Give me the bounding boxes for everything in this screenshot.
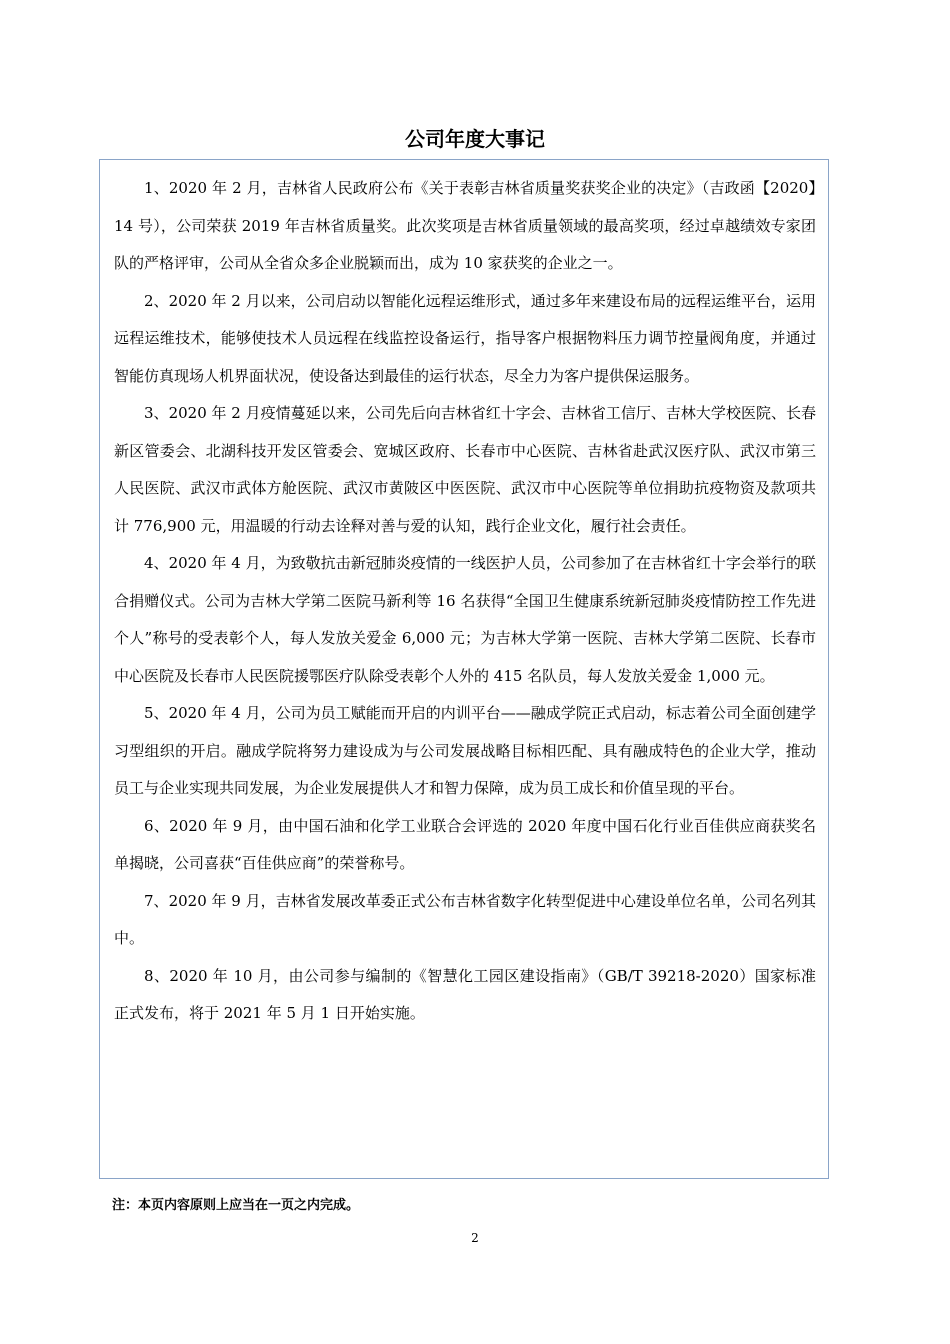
events-box (99, 159, 829, 1179)
event-item: 1、2020 年 2 月，吉林省人民政府公布《关于表彰吉林省质量奖获奖企业的决定》（吉政函【2020】14 号），公司荣获 2019 年吉林省质量奖。此次奖项是吉林省质量领域的最高奖项，经过卓越绩效专家团队的严格评审，公司从全省众多企业脱颖而出，成为 10 家获奖的企业之一。 (114, 179, 816, 272)
event-item: 8、2020 年 10 月，由公司参与编制的《智慧化工园区建设指南》（GB/T 39218-2020）国家标准正式发布，将于 2021 年 5 月 1 日开始实施。 (114, 966, 816, 1022)
footnote: 注：本页内容原则上应当在一页之内完成。 (112, 1198, 360, 1213)
event-item: 4、2020 年 4 月，为致敬抗击新冠肺炎疫情的一线医护人员，公司参加了在吉林省红十字会举行的联合捐赠仪式。公司为吉林大学第二医院马新利等 16 名获得“全国卫生健康系统新冠肺炎疫情防控工作先进个人”称号的受表彰个人，每人发放关爱金 6,000 元；为吉林大学第一医院、吉林大学第二医院、长春市中心医院及长春市人民医院援鄂医疗队除受表彰个人外的 415 名队员，每人发放关爱金 1,000 元。 (114, 554, 816, 685)
page-number: 2 (471, 1231, 479, 1245)
event-item: 2、2020 年 2 月以来，公司启动以智能化远程运维形式，通过多年来建设布局的远程运维平台，运用远程运维技术，能够使技术人员远程在线监控设备运行，指导客户根据物料压力调节控量阀角度，并通过智能仿真现场人机界面状况，使设备达到最佳的运行状态，尽全力为客户提供保运服务。 (114, 291, 816, 385)
event-item: 5、2020 年 4 月，公司为员工赋能而开启的内训平台——融成学院正式启动，标志着公司全面创建学习型组织的开启。融成学院将努力建设成为与公司发展战略目标相匹配、具有融成特色的企业大学，推动员工与企业实现共同发展，为企业发展提供人才和智力保障，成为员工成长和价值呈现的平台。 (114, 704, 816, 797)
event-item: 3、2020 年 2 月疫情蔓延以来，公司先后向吉林省红十字会、吉林省工信厅、吉林大学校医院、长春新区管委会、北湖科技开发区管委会、宽城区政府、长春市中心医院、吉林省赴武汉医疗队、武汉市第三人民医院、武汉市武体方舱医院、武汉市黄陂区中医医院、武汉市中心医院等单位捐助抗疫物资及款项共计 776,900 元，用温暖的行动去诠释对善与爱的认知，践行企业文化，履行社会责任。 (114, 404, 816, 535)
page-title: 公司年度大事记 (405, 127, 545, 151)
event-item: 6、2020 年 9 月，由中国石油和化学工业联合会评选的 2020 年度中国石化行业百佳供应商获奖名单揭晓，公司喜获“百佳供应商”的荣誉称号。 (114, 816, 816, 872)
event-item: 7、2020 年 9 月，吉林省发展改革委正式公布吉林省数字化转型促进中心建设单位名单，公司名列其中。 (114, 891, 816, 947)
